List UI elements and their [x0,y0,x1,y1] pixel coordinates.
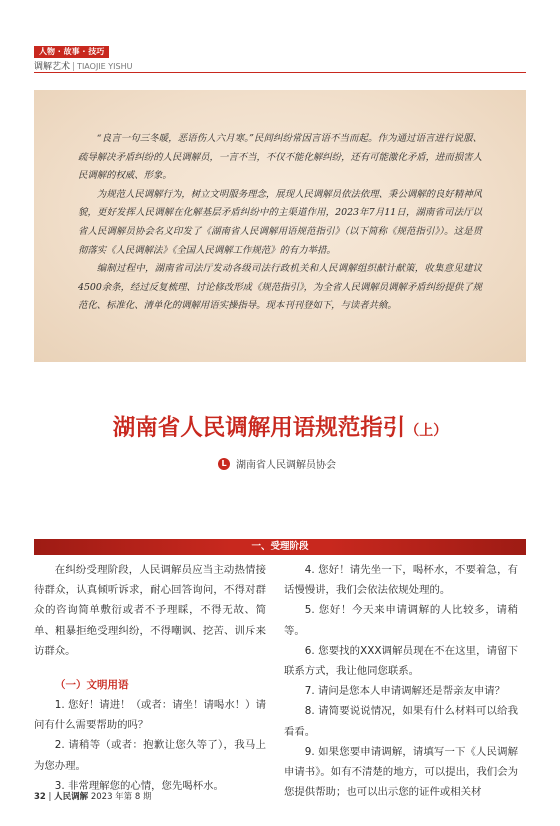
stage-heading-bar [34,539,526,555]
magazine-name: 人民调解 [54,792,89,802]
section-tag: 人物 · 故事 · 技巧 [34,46,109,58]
column-separator: | [72,62,76,72]
list-item: 5. 您好！今天来申请调解的人比较多，请稍等。 [284,604,518,637]
page-footer [34,790,152,802]
footer-separator: | [48,792,52,802]
right-column [284,560,518,802]
intro-box [34,90,526,362]
list-item: 2. 请稍等（或者：抱歉让您久等了），我马上为您办理。 [34,739,266,772]
column-name-latin: TIAOJIE YISHU [77,62,133,71]
article-title [0,410,560,442]
stage-heading: 一、受理阶段 [251,541,309,552]
stage-intro-paragraph: 在纠纷受理阶段，人民调解员应当主动热情接待群众，认真倾听诉求，耐心回答询问，不得对群众的咨询简单敷衍或者不予理睬，不得无故、简单、粗暴拒绝受理纠纷，不得嘲讽、挖苦、训斥来访群众。 [34,564,266,657]
author-line [218,456,336,471]
intro-paragraph: 编制过程中，湖南省司法厅发动各级司法行政机关和人民调解组织献计献策，收集意见建议4500余条，经过反复梳理、讨论修改形成《规范指引》，为全省人民调解员调解矛盾纠纷提供了规范化、标准化、清单化的调解用语实操指导。现本刊刊登如下，与读者共飨。 [78,263,482,312]
article-title-part: （上） [405,423,448,439]
intro-paragraph: “良言一句三冬暖，恶语伤人六月寒。”民间纠纷常因言语不当而起。作为通过语言进行说服、疏导解决矛盾纠纷的人民调解员，一言不当，不仅不能化解纠纷，还有可能激化矛盾，进而损害人民调解的权威、形象。 [78,133,482,182]
column-name [34,59,132,72]
list-item: 9. 如果您要申请调解，请填写一下《人民调解申请书》。如有不清楚的地方，可以提出，我们会为您提供帮助；也可以出示您的证件或相关材 [284,745,518,799]
article-title-text: 湖南省人民调解用语规范指引 [112,415,406,441]
list-item: 6. 您要找的XXX调解员现在不在这里，请留下联系方式，我让他同您联系。 [284,644,518,678]
page-number: 32 [34,792,46,802]
list-item: 3. 非常理解您的心情，您先喝杯水。 [54,779,224,792]
author-name: 湖南省人民调解员协会 [236,460,336,471]
author-logo-icon: L [218,458,230,470]
subsection-heading: （一）文明用语 [55,679,129,692]
header-rule [34,72,526,73]
column-name-cn: 调解艺术 [34,62,71,72]
intro-paragraph: 为规范人民调解行为，树立文明服务理念，展现人民调解员依法依理、秉公调解的良好精神风貌，更好发挥人民调解在化解基层矛盾纠纷中的主渠道作用，2023年7月11日，湖南省司法厅以省人民调解员协会名义印发了《湖南省人民调解用语规范指引》（以下简称《规范指引》）。这是贯彻落实《人民调解法》《全国人民调解工作规范》的有力举措。 [78,188,482,256]
list-item: 7. 请问是您本人申请调解还是帮亲友申请？ [304,685,506,698]
list-item: 8. 请简要说说情况，如果有什么材料可以给我看看。 [284,705,518,738]
issue-label: 2023 年第 8 期 [90,792,152,802]
left-column [34,560,266,796]
list-item: 1. 您好！请进！（或者：请坐！请喝水！）请问有什么需要帮助的吗？ [34,699,266,732]
list-item: 4. 您好！请先坐一下，喝杯水，不要着急，有话慢慢讲，我们会依法依规处理的。 [284,564,518,597]
